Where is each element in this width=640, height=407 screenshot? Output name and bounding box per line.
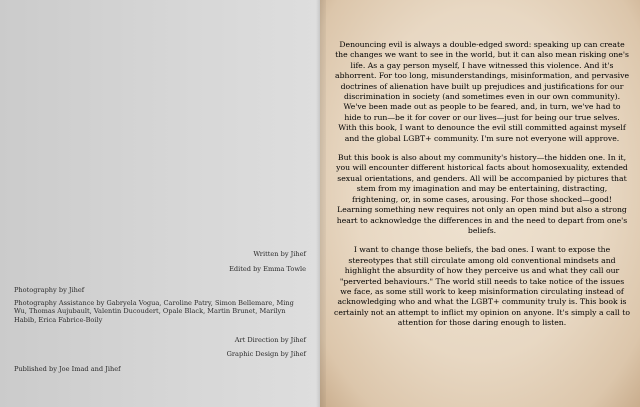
credit-graphic-design: Graphic Design by Jihef	[226, 350, 306, 358]
paragraph: Denouncing evil is always a double-edged sword: speaking up can create the changes we want to see in the world, but it can also mean risking one's life. As a gay person myself, I have witnessed this violence. And it's abhorrent. For too long, misunderstandings, misinformation, and pervasive doctrines of alienation have built up prejudices and justifications for our discrimination in society (and sometimes even in our own community). We've been made out as people to be feared, and, in turn, we've had to hide to run—be it for cover or our lives—just for being our true selves. With this book, I want to denounce the evil still committed against myself and the global LGBT+ community. I'm sure not everyone will approve.	[334, 40, 629, 143]
credit-edited-by: Edited by Emma Towle	[229, 265, 306, 273]
credit-published-by: Published by Joe Imad and Jihef	[14, 365, 121, 373]
introduction-text	[334, 40, 630, 338]
paragraph: I want to change those beliefs, the bad ones. I want to expose the stereotypes that still circulate among old conventional mindsets and highlight the absurdity of how they perceive us and what they call our "perverted behaviours." The world still needs to take notice of the issues we face, as some still work to keep misinformation circulating instead of acknowledging who and what the LGBT+ community truly is. This book is certainly not an attempt to inflict my opinion on anyone. It's simply a call to attention for those daring enough to listen.	[334, 245, 630, 328]
paragraph: But this book is also about my community's history—the hidden one. In it, you will encounter different historical facts about homosexuality, extended sexual orientations, and genders. All will be accompanied by pictures that stem from my imagination and may be entertaining, distracting, frightening, or, in some cases, arousing. For those shocked—good! Learning something new requires not only an open mind but also a strong heart to acknowledge the differences in and the need to depart from one's beliefs.	[336, 153, 628, 235]
credit-photography-assistance: Photography Assistance by Gabryela Vogua, Caroline Patry, Simon Bellemare, Ming Wu, Thomas Aujubault, Valentin Ducoudert, Opale Black, Martin Brunet, Marilyn Habib, Erica Fabrice-Boily	[14, 299, 294, 324]
credit-art-direction: Art Direction by Jihef	[234, 336, 306, 344]
credit-photography: Photography by Jihef	[14, 286, 85, 294]
credit-written-by: Written by Jihef	[253, 250, 306, 258]
